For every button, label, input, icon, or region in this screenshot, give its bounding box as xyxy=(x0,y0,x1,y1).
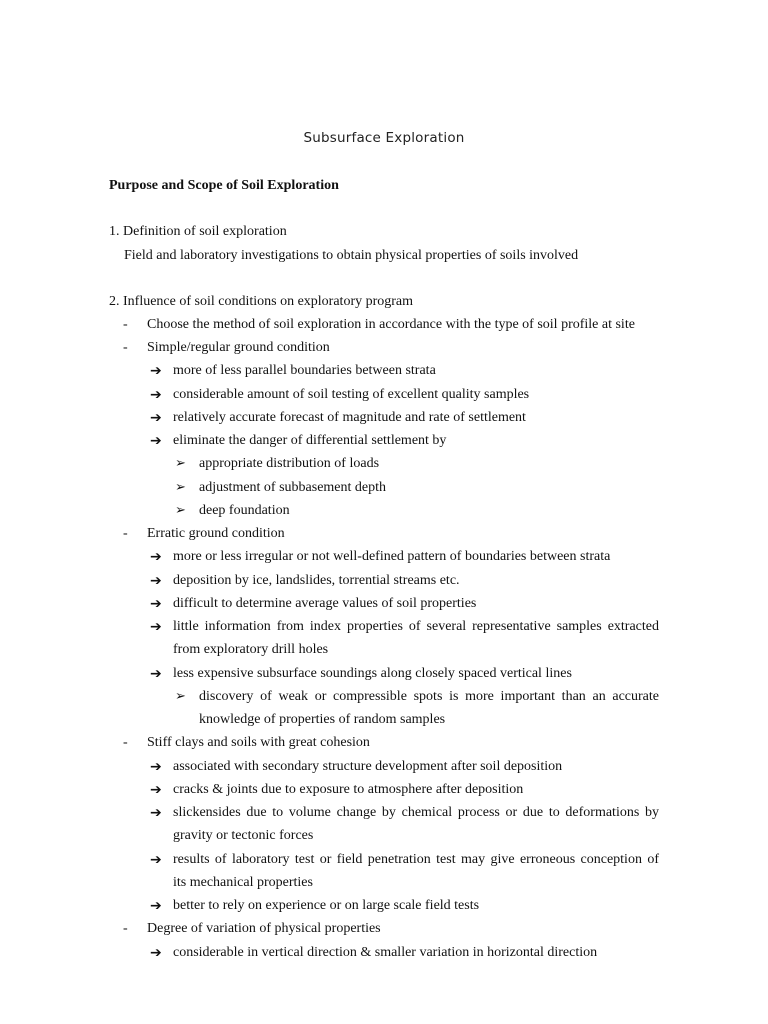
dash-marker: - xyxy=(123,340,128,355)
sub-sub-bullet-continuation: knowledge of properties of random samples xyxy=(199,712,446,727)
dash-marker: - xyxy=(123,735,128,750)
right-arrow-icon: ➔ xyxy=(150,433,162,449)
sub-bullet: deposition by ice, landslides, torrential streams etc. xyxy=(173,573,460,588)
right-arrow-icon: ➔ xyxy=(150,549,162,565)
sub-bullet: cracks & joints due to exposure to atmosphere after deposition xyxy=(173,782,524,797)
sub-sub-bullet: appropriate distribution of loads xyxy=(199,456,380,471)
right-arrow-icon: ➔ xyxy=(150,805,162,821)
bullet-choose-method: Choose the method of soil exploration in accordance with the type of soil profile at site xyxy=(147,317,635,332)
sub-bullet: more or less irregular or not well-defined pattern of boundaries between strata xyxy=(173,549,611,564)
page-title: Subsurface Exploration xyxy=(303,130,465,146)
sub-bullet: difficult to determine average values of soil properties xyxy=(173,596,477,611)
right-arrow-icon: ➔ xyxy=(150,387,162,403)
sub-bullet: little information from index properties of several representative samples extracted xyxy=(173,619,659,634)
right-arrow-icon: ➔ xyxy=(150,852,162,868)
right-arrow-icon: ➔ xyxy=(150,782,162,798)
bullet-simple-ground: Simple/regular ground condition xyxy=(147,340,330,355)
sub-bullet: considerable in vertical direction & smaller variation in horizontal direction xyxy=(173,945,598,960)
bullet-erratic-ground: Erratic ground condition xyxy=(147,526,285,541)
sub-bullet: eliminate the danger of differential settlement by xyxy=(173,433,447,448)
bullet-degree-variation: Degree of variation of physical properties xyxy=(147,921,381,936)
sub-bullet: more of less parallel boundaries between strata xyxy=(173,363,436,378)
dash-marker: - xyxy=(123,317,128,332)
section-heading: Purpose and Scope of Soil Exploration xyxy=(109,178,339,193)
sub-bullet: associated with secondary structure development after soil deposition xyxy=(173,759,563,774)
sub-bullet: slickensides due to volume change by chemical process or due to deformations by xyxy=(173,805,659,820)
right-arrow-icon: ➔ xyxy=(150,945,162,961)
right-arrow-icon: ➔ xyxy=(150,759,162,775)
sub-sub-bullet: discovery of weak or compressible spots is more important than an accurate xyxy=(199,689,659,704)
bullet-stiff-clays: Stiff clays and soils with great cohesion xyxy=(147,735,370,750)
sub-bullet-continuation: gravity or tectonic forces xyxy=(173,828,314,843)
sub-bullet: less expensive subsurface soundings along closely spaced vertical lines xyxy=(173,666,572,681)
right-arrow-icon: ➔ xyxy=(150,596,162,612)
sub-bullet: relatively accurate forecast of magnitude and rate of settlement xyxy=(173,410,526,425)
chevron-right-icon: ➢ xyxy=(175,689,186,704)
chevron-right-icon: ➢ xyxy=(175,480,186,495)
right-arrow-icon: ➔ xyxy=(150,410,162,426)
sub-sub-bullet: adjustment of subbasement depth xyxy=(199,480,387,495)
right-arrow-icon: ➔ xyxy=(150,666,162,682)
right-arrow-icon: ➔ xyxy=(150,363,162,379)
right-arrow-icon: ➔ xyxy=(150,898,162,914)
sub-bullet-continuation: its mechanical properties xyxy=(173,875,313,890)
sub-bullet-continuation: from exploratory drill holes xyxy=(173,642,329,657)
right-arrow-icon: ➔ xyxy=(150,573,162,589)
item-2-heading: 2. Influence of soil conditions on exploratory program xyxy=(109,294,414,309)
chevron-right-icon: ➢ xyxy=(175,456,186,471)
sub-bullet: results of laboratory test or field penetration test may give erroneous conception of xyxy=(173,852,659,867)
dash-marker: - xyxy=(123,921,128,936)
sub-bullet: considerable amount of soil testing of excellent quality samples xyxy=(173,387,530,402)
dash-marker: - xyxy=(123,526,128,541)
chevron-right-icon: ➢ xyxy=(175,503,186,518)
item-1-text: Field and laboratory investigations to obtain physical properties of soils involved xyxy=(124,248,579,263)
sub-bullet: better to rely on experience or on large scale field tests xyxy=(173,898,480,913)
sub-sub-bullet: deep foundation xyxy=(199,503,290,518)
item-1-heading: 1. Definition of soil exploration xyxy=(109,224,287,239)
right-arrow-icon: ➔ xyxy=(150,619,162,635)
